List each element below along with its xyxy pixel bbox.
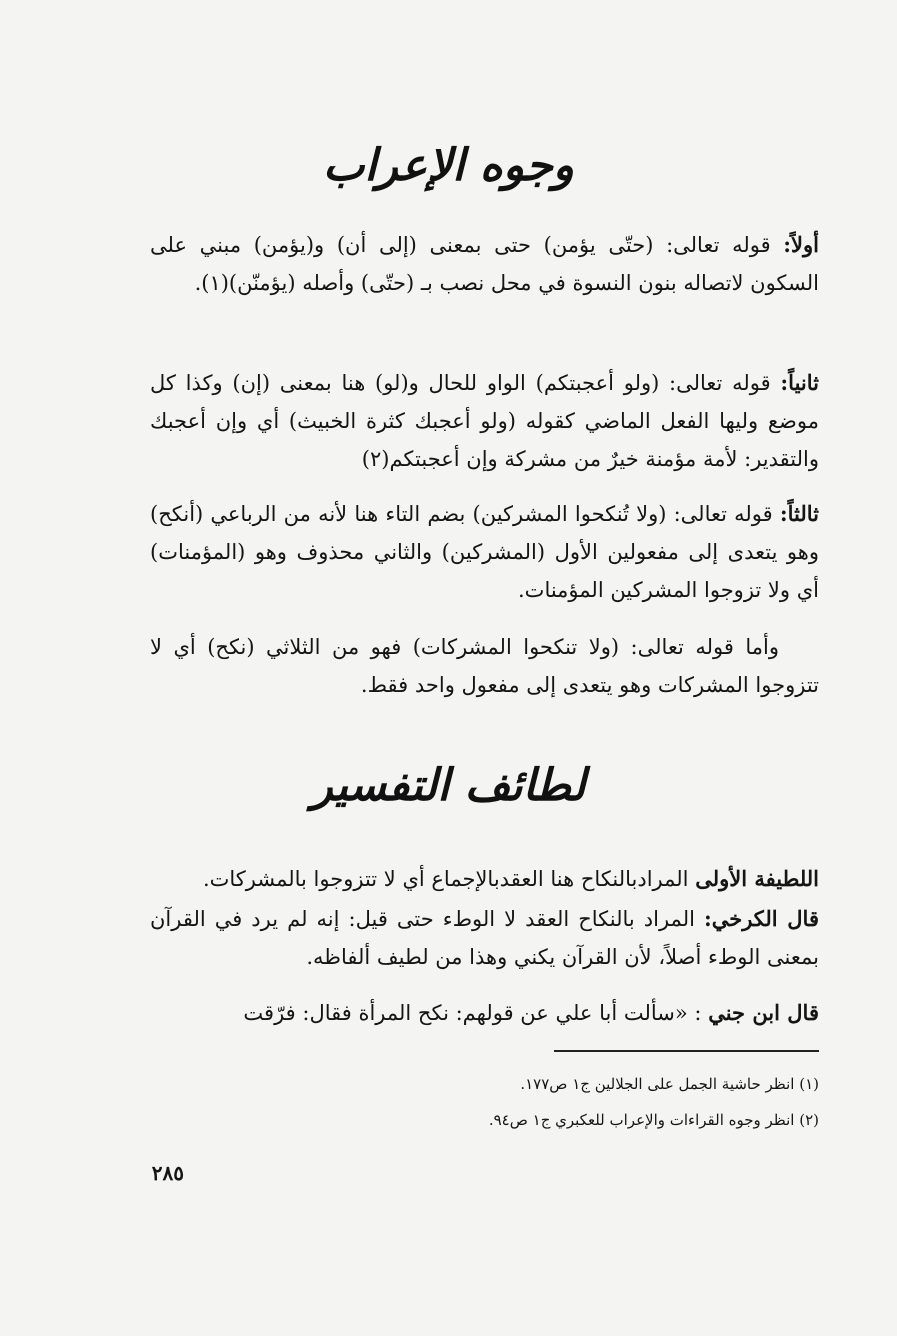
paragraph-fourth <box>150 628 819 704</box>
paragraph-lead: ثانياً: <box>780 370 819 395</box>
paragraph-second <box>150 364 819 478</box>
footnote-1: (١) انظر حاشية الجمل على الجلالين ج١ ص١٧٧. <box>520 1075 819 1093</box>
paragraph-lead: أولاً: <box>783 232 819 257</box>
paragraph-text: قوله تعالى: (حتّى يؤمن) حتى بمعنى (إلى أن) و(يؤمن) مبني على السكون لاتصاله بنون النسوة في محل نصب بـ (حتّى) وأصله (يؤمنّن)(١). <box>150 233 819 295</box>
paragraph-text: قوله تعالى: (ولا تُنكحوا المشركين) بضم التاء هنا لأنه من الرباعي (أنكح) وهو يتعدى إلى مفعولين الأول (المشركين) والثاني محذوف وهو (المؤمنات) أي ولا تزوجوا المشركين المؤمنات. <box>150 502 819 602</box>
page-number: ٢٨٥ <box>151 1161 184 1185</box>
lataif-paragraph-first <box>150 860 819 898</box>
section-heading-lataif: لطائف التفسير <box>311 760 586 811</box>
paragraph-lead: اللطيفة الأولى <box>695 866 819 891</box>
section-heading-i3rab: وجوه الإعراب <box>322 140 575 191</box>
footnote-divider <box>554 1050 819 1052</box>
paragraph-lead: قال الكرخي: <box>703 906 819 931</box>
paragraph-text: المرادبالنكاح هنا العقدبالإجماع أي لا تتزوجوا بالمشركات. <box>202 867 696 891</box>
paragraph-text: قوله تعالى: (ولو أعجبتكم) الواو للحال و(لو) هنا بمعنى (إن) وكذا كل موضع وليها الفعل الماضي كقوله (ولو أعجبك كثرة الخبيث) أي وإن أعجبك والتقدير: لأمة مؤمنة خيرٌ من مشركة وإن أعجبتكم(٢) <box>150 371 819 471</box>
paragraph-text: : «سألت أبا علي عن قولهم: نكح المرأة فقال: فرّقت <box>243 1001 709 1025</box>
paragraph-third <box>150 495 819 609</box>
paragraph-text: المراد بالنكاح العقد لا الوطء حتى قيل: إنه لم يرد في القرآن بمعنى الوطء أصلاً، لأن القرآن يكني وهذا من لطيف ألفاظه. <box>150 907 819 969</box>
paragraph-first <box>150 226 819 302</box>
paragraph-text: وأما قوله تعالى: (ولا تنكحوا المشركات) فهو من الثلاثي (نكح) أي لا تتزوجوا المشركات وهو يتعدى إلى مفعول واحد فقط. <box>150 635 819 697</box>
paragraph-lead: قال ابن جني <box>708 1000 819 1025</box>
lataif-paragraph-karkhi <box>150 900 819 976</box>
lataif-paragraph-ibn-jinni <box>150 994 819 1032</box>
paragraph-lead: ثالثاً: <box>779 501 819 526</box>
footnote-2: (٢) انظر وجوه القراءات والإعراب للعكبري ج١ ص٩٤. <box>488 1111 819 1129</box>
